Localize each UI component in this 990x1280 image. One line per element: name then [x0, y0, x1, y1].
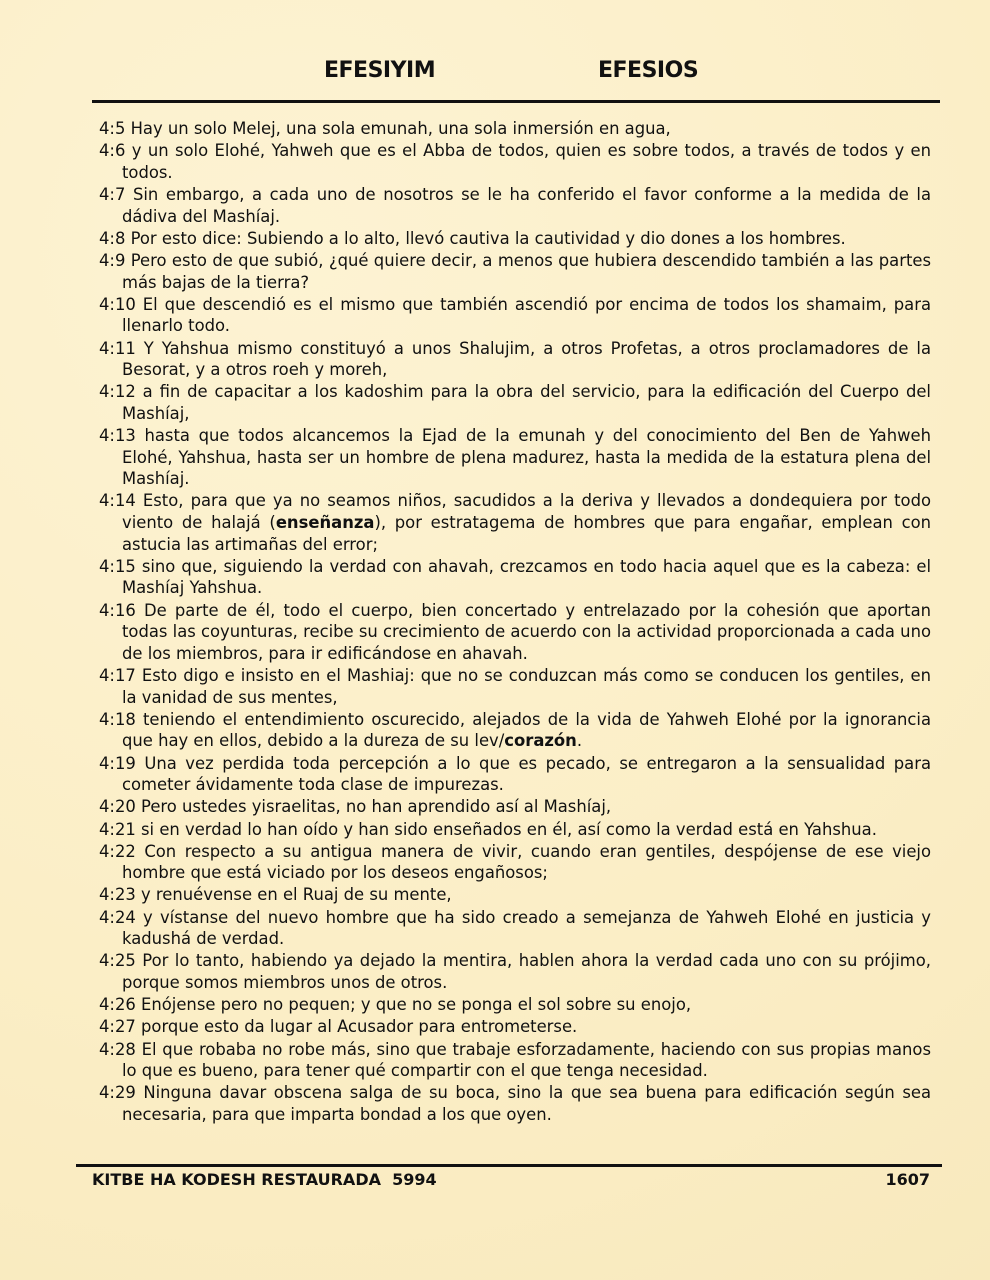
header-title-spanish: EFESIOS — [598, 58, 699, 83]
verse-text: ), por estratagema de hombres que para engañar, emplean con astucia las artimañas del error; — [122, 513, 932, 554]
verse-4-29: 4:29 Ninguna davar obscena salga de su boca, sino la que sea buena para edificación según sea necesaria, para que imparta bondad a los que oyen. — [99, 1083, 931, 1124]
verse-4-21: 4:21 si en verdad lo han oído y han sido enseñados en él, así como la verdad está en Yahshua. — [99, 819, 877, 839]
verse-text: 4:14 Esto, para que ya no seamos niños, sacudidos a la deriva y llevados a dondequiera por todo viento de halajá ( — [99, 491, 931, 533]
verse-4-22: 4:22 Con respecto a su antigua manera de vivir, cuando eran gentiles, despójense de ese viejo hombre que está viciado por los deseos engañosos; — [99, 841, 931, 883]
verse-4-12: 4:12 a fin de capacitar a los kadoshim para la obra del servicio, para la edificación del Cuerpo del Mashíaj, — [99, 382, 931, 423]
page-number: 1607 — [885, 1170, 930, 1189]
verse-4-6: 4:6 y un solo Elohé, Yahweh que es el Abba de todos, quien es sobre todos, a través de todos y en todos. — [99, 141, 931, 182]
footer-book-title: KITBE HA KODESH RESTAURADA 5994 — [92, 1170, 437, 1189]
page-header — [0, 58, 990, 92]
verse-4-14 — [99, 490, 931, 555]
verse-4-26: 4:26 Enójense pero no pequen; y que no se ponga el sol sobre su enojo, — [99, 995, 692, 1015]
verse-4-23: 4:23 y renuévense en el Ruaj de su mente, — [99, 885, 452, 905]
verse-4-13: 4:13 hasta que todos alcancemos la Ejad de la emunah y del conocimiento del Ben de Yahweh Elohé, Yahshua, hasta ser un hombre de plena madurez, hasta la medida de la estatura plena del Mashíaj. — [99, 426, 931, 489]
verse-4-7: 4:7 Sin embargo, a cada uno de nosotros se le ha conferido el favor conforme a la medida de la dádiva del Mashíaj. — [99, 184, 931, 226]
verse-4-17: 4:17 Esto digo e insisto en el Mashiaj: que no se conduzcan más como se conducen los gentiles, en la vanidad de sus mentes, — [99, 665, 931, 707]
verse-4-28: 4:28 El que robaba no robe más, sino que trabaje esforzadamente, haciendo con sus propias manos lo que es bueno, para tener qué compartir con el que tenga necesidad. — [99, 1039, 931, 1081]
verse-4-20: 4:20 Pero ustedes yisraelitas, no han aprendido así al Mashíaj, — [99, 797, 612, 817]
verse-4-5: 4:5 Hay un solo Melej, una sola emunah, una sola inmersión en agua, — [99, 119, 671, 138]
header-title-hebrew: EFESIYIM — [324, 58, 436, 83]
verse-4-11: 4:11 Y Yahshua mismo constituyó a unos Shalujim, a otros Profetas, a otros proclamadores de la Besorat, y a otros roeh y moreh, — [99, 338, 931, 380]
verse-4-25: 4:25 Por lo tanto, habiendo ya dejado la mentira, hablen ahora la verdad cada uno con su prójimo, porque somos miembros unos de otros. — [99, 951, 931, 993]
header-rule — [92, 100, 940, 103]
verse-4-16: 4:16 De parte de él, todo el cuerpo, bien concertado y entrelazado por la cohesión que aportan todas las coyunturas, recibe su crecimiento de acuerdo con la actividad proporcionada a cada uno de los miembros, para ir edificándose en ahavah. — [99, 600, 931, 663]
verse-text: . — [576, 731, 583, 751]
verse-4-8: 4:8 Por esto dice: Subiendo a lo alto, llevó cautiva la cautividad y dio dones a los hombres. — [99, 228, 846, 248]
verse-4-18 — [99, 709, 931, 752]
verse-4-9: 4:9 Pero esto de que subió, ¿qué quiere decir, a menos que hubiera descendido también a las partes más bajas de la tierra? — [99, 250, 931, 292]
footer-rule — [76, 1164, 942, 1167]
verse-4-24: 4:24 y vístanse del nuevo hombre que ha sido creado a semejanza de Yahweh Elohé en justicia y kadushá de verdad. — [99, 907, 931, 949]
page-footer — [0, 1170, 990, 1196]
verse-4-19: 4:19 Una vez perdida toda percepción a lo que es pecado, se entregaron a la sensualidad para cometer ávidamente toda clase de impurezas. — [99, 753, 931, 795]
verse-emphasis: corazón — [504, 731, 577, 751]
verse-4-27: 4:27 porque esto da lugar al Acusador para entrometerse. — [99, 1017, 578, 1037]
verse-4-10: 4:10 El que descendió es el mismo que también ascendió por encima de todos los shamaim, para llenarlo todo. — [99, 294, 931, 336]
verse-list — [99, 118, 931, 1126]
verse-emphasis: enseñanza — [275, 513, 375, 533]
verse-text: 4:18 teniendo el entendimiento oscurecido, alejados de la vida de Yahweh Elohé por la ignorancia que hay en ellos, debido a la dureza de su lev/ — [99, 709, 931, 751]
verse-4-15: 4:15 sino que, siguiendo la verdad con ahavah, crezcamos en todo hacia aquel que es la cabeza: el Mashíaj Yahshua. — [99, 556, 931, 598]
